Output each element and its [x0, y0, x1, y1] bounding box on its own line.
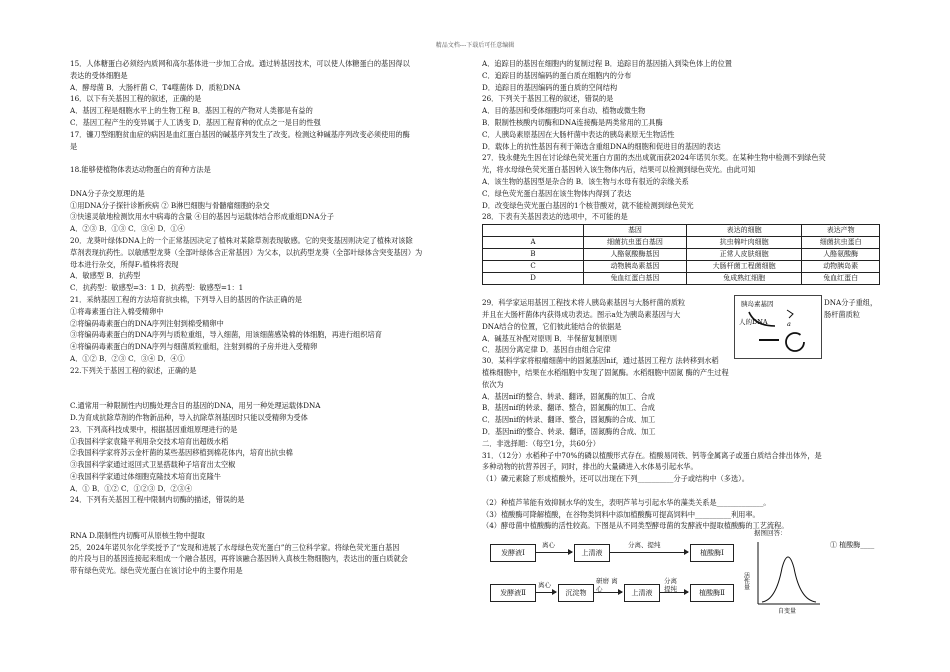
text-line: 20．龙葵叶绿体DNA上的一个正常基因决定了植株对某除草剂表现敏感。它的突变基因则决定了植株对该除: [70, 235, 413, 245]
graph-title: 据图回答：: [754, 529, 787, 538]
text-line: 母本进行杂交，所得F₁植株将表现: [70, 259, 179, 269]
table-header-cell: [483, 225, 584, 237]
right-top-questions: [482, 58, 902, 223]
table-cell: D: [483, 273, 584, 285]
answer-blank: ① 植酸酶____: [830, 541, 875, 550]
question-29-text: [482, 297, 732, 356]
text-line: A．②③ B．①③ C．③④ D．①④: [70, 224, 185, 234]
table-cell: 兔成熟红细胞: [686, 273, 802, 285]
text-line: B．限制性核酸内切酶和DNA连接酶是两类常用的工具酶: [482, 117, 663, 127]
text-line: [70, 518, 480, 530]
text-line: ③将编码毒素蛋白的DNA序列与质粒重组，导入细菌，用该细菌感染棉的体细胞，再进行组织培育: [70, 330, 382, 340]
text-line: 16．以下有关基因工程的叙述，正确的是: [70, 94, 202, 104]
text-line: D.为育成抗除草剂的作物新品种，导入抗除草剂基因时只能以受精卵为受体: [70, 412, 308, 422]
text-line: DNA分子杂交原理的是: [70, 188, 145, 198]
text-line: 25．2024年诺贝尔化学奖授予了“发现和进展了水母绿色荧光蛋白”的三位科学家。将绿色荧光蛋白基因: [70, 542, 400, 552]
text-line: 22.下列关于基因工程的叙述，正确的是: [70, 365, 197, 375]
text-line: 肠杆菌质粒: [824, 309, 860, 319]
text-line: ①用DNA分子探针诊断疾病 ② B淋巴细胞与骨髓瘤细胞的杂交: [70, 200, 270, 210]
text-line: 24．下列有关基因工程中限制内切酶的描述，错误的是: [70, 495, 245, 505]
plasmid-diagram: [735, 296, 821, 358]
flow-box-phytase-2: 植酸酶Ⅱ: [690, 584, 734, 602]
text-line: （1）磷元素除了形成植酸外，还可以出现在下列__________分子或结构中（多选）。: [482, 474, 749, 484]
text-line: C．追踪目的基因编码的蛋白质在细胞内的分布: [482, 70, 632, 80]
question-29-figure: [734, 295, 822, 359]
text-line: A．碱基互补配对原则 B．半保留复制原则: [482, 333, 617, 343]
text-line: 的片段与目的基因连接起来组成一个融合基因，再将该融合基因转入真核生物细胞内，表达出的蛋白质就会: [70, 554, 408, 564]
text-line: 草剂表现抗药性。以敏感型龙葵（全部叶绿体含正常基因）为父本，以抗药型龙葵（全部叶绿体含突变基因）为: [70, 247, 423, 257]
figure-label-human-dna: 人的DNA: [739, 318, 768, 327]
text-line: [482, 485, 902, 497]
flow-box-broth-2: 发酵液Ⅱ: [490, 584, 536, 602]
text-line: [70, 506, 480, 518]
flow-arrow-label: 离心: [538, 581, 551, 590]
text-line: DNA分子重组，: [824, 298, 878, 308]
text-line: ①我国科学家袁隆平利用杂交技术培育出超级水稻: [70, 436, 229, 446]
table-cell: 兔血红蛋白: [802, 273, 880, 285]
flow-arrow: [610, 552, 688, 553]
question-29: [482, 297, 902, 355]
text-line: A．该生物的基因型是杂合的 B．该生物与水母有很近的亲缘关系: [482, 176, 689, 186]
text-line: 28．下表有关基因表达的选项中，不可能的是: [482, 212, 628, 222]
enzyme-process-flowchart: [482, 529, 902, 616]
question-28-table: [482, 224, 880, 285]
table-cell: 人酪氨酸酶: [802, 249, 880, 261]
text-line: 表达的受体细胞是: [70, 70, 128, 80]
text-line: 是: [70, 141, 78, 151]
text-line: A．① B．①② C．①②③ D．②③④: [70, 483, 193, 493]
text-line: 二．非选择题：（每空1分，共60分）: [482, 438, 600, 448]
text-line: A．追踪目的基因在细胞内的复制过程 B．追踪目的基因插入到染色体上的位置: [482, 59, 732, 68]
page-header: 精品文档---下载后可任意编辑: [435, 42, 515, 49]
text-line: A．敏感型 B．抗药型: [70, 271, 141, 281]
text-line: D．基因nif的整合、转录、翻译，固氮酶的合成、加工: [482, 426, 656, 436]
text-line: ③快速灵敏地检测饮用水中病毒的含量 ④目的基因与运载体结合形成重组DNA分子: [70, 212, 334, 222]
table-cell: C: [483, 261, 584, 273]
table-cell: A: [483, 237, 584, 249]
text-line: 21．采纳基因工程的方法培育抗虫棉，下列导入目的基因的作法正确的是: [70, 294, 302, 304]
text-line: [70, 388, 480, 400]
text-line: ④我国科学家通过体细胞克隆技术培育出克隆牛: [70, 471, 221, 481]
table-cell: 正常人皮肤细胞: [686, 249, 802, 261]
text-line: A．①② B．②③ C．③④ D．④①: [70, 353, 185, 363]
text-line: 带有绿色荧光。绿色荧光蛋白在该讨论中的主要作用是: [70, 566, 243, 576]
text-line: C．抗药型：敏感型=3：1 D．抗药型：敏感型=1：1: [70, 283, 244, 293]
activity-curve-graph: [744, 538, 824, 614]
table-cell: 细菌抗虫蛋白: [802, 237, 880, 249]
text-line: 15．人体糖蛋白必须经内质网和高尔基体进一步加工合成。通过转基因技术，可以使人体糖蛋白的基因得以: [70, 59, 410, 68]
right-mid-questions: [482, 355, 902, 532]
text-line: 26．下列关于基因工程的叙述，错误的是: [482, 94, 614, 104]
table-row: [483, 249, 880, 261]
table-cell: 动物胰岛素基因: [584, 261, 687, 273]
table-header-row: [483, 225, 880, 237]
flow-box-supernatant-2: 上清液: [624, 584, 660, 602]
spacer: [482, 288, 902, 297]
figure-label-a: a: [787, 320, 791, 329]
text-line: A．目的基因和受体细胞均可来自动、植物或微生物: [482, 106, 646, 116]
text-line: 植株细胞中，结果在水稻细胞中发现了固氮酶。水稻细胞中固氮 酶的产生过程: [482, 367, 729, 377]
text-line: ②将编码毒素蛋白的DNA序列注射到棉受精卵中: [70, 318, 224, 328]
table-cell: 抗虫棉叶肉细胞: [686, 237, 802, 249]
flow-box-phytase-1: 植酸酶Ⅰ: [690, 544, 734, 562]
table-header-cell: 表达产物: [802, 225, 880, 237]
text-line: D．载体上的抗性基因有利于筛选含重组DNA的细胞和促进目的基因的表达: [482, 141, 721, 151]
text-line: A．基因nif的整合、转录、翻译，固氮酶的加工、合成: [482, 391, 655, 401]
figure-label-insulin-gene: 胰岛素基因: [741, 300, 774, 309]
flow-box-broth-1: 发酵液Ⅰ: [490, 544, 536, 562]
text-line: [70, 152, 480, 164]
text-line: 依次为: [482, 379, 504, 389]
text-line: ②我国科学家将苏云金杆菌的某些基因移植到棉花体内，培育出抗虫棉: [70, 448, 293, 458]
graph-y-label: 活性量: [742, 572, 750, 591]
text-line: （2）种植芦苇能有效抑制水华的发生，表明芦苇与引起水华的藻类关系是_____________。: [482, 497, 771, 507]
table-cell: 人酪氨酸酶基因: [584, 249, 687, 261]
graph-x-label: 自变量: [778, 608, 797, 616]
flow-arrow-label: 研磨 离心: [596, 577, 618, 594]
table-cell: 动物胰岛素: [802, 261, 880, 273]
text-line: （3）植酸酶可降解植酸，在谷物类饲料中添加植酸酶可提高饲料中__________利用率。: [482, 509, 760, 519]
text-line: B．基因nif的转录、翻译、整合，固氮酶的加工、合成: [482, 403, 655, 413]
table-cell: 细菌抗虫蛋白基因: [584, 237, 687, 249]
flow-box-supernatant-1: 上清液: [574, 544, 610, 562]
text-line: 17．镰刀型细胞贫血症的病因是血红蛋白基因的碱基序列发生了改变。检测这种碱基序列改变必须使用的酶: [70, 129, 410, 139]
text-line: DNA结合的位置，它们彼此能结合的依据是: [482, 321, 622, 331]
text-line: 27．钱永健先生因在讨论绿色荧光蛋白方面的杰出成就而获2024年诺贝尔奖。在某种生物中检测不到绿色荧: [482, 153, 826, 163]
text-line: [70, 377, 480, 389]
flow-arrow: [536, 592, 556, 593]
text-line: 多种动物的抗营养因子，同时，排出的大量磷进入水体易引起水华。: [482, 462, 698, 472]
text-line: （4）酵母菌中植酸酶的活性较高。下图是从不同类型酵母菌的发酵液中提取植酸酶的工艺流程。: [482, 521, 789, 531]
left-column: [70, 58, 480, 577]
table-header-cell: 基因: [584, 225, 687, 237]
table-row: [483, 273, 880, 285]
flow-arrow-label: 分离 提纯: [664, 577, 677, 594]
text-line: ①将毒素蛋白注入棉受精卵中: [70, 306, 164, 316]
table-cell: B: [483, 249, 584, 261]
text-line: C．人胰岛素原基因在大肠杆菌中表达的胰岛素原无生物活性: [482, 129, 675, 139]
table-cell: 大肠杆菌工程菌细胞: [686, 261, 802, 273]
flow-arrow-label: 离心: [542, 541, 555, 550]
plasmid-icon: [786, 333, 804, 351]
flow-box-sediment: 沉淀物: [558, 584, 594, 602]
text-line: [70, 176, 480, 188]
flow-arrow-label: 分离、提纯: [628, 541, 661, 550]
question-29-text-right: [824, 297, 904, 321]
table-row: [483, 261, 880, 273]
text-line: ④将编码毒素蛋白的DNA序列与细菌质粒重组，注射到棉的子房并进入受精卵: [70, 342, 318, 352]
text-line: C.通常用一种限制性内切酶处理含目的基因的DNA，用另一种处理运载体DNA: [70, 401, 321, 411]
arrow-icon: [787, 310, 793, 318]
text-line: 23．下列高科技成果中，根据基因重组原理进行的是: [70, 424, 238, 434]
text-line: C．基因分离定律 D．基因自由组合定律: [482, 345, 611, 355]
text-line: D．追踪目的基因编码的蛋白质的空间结构: [482, 82, 618, 92]
graph-curve: [762, 557, 816, 602]
text-line: 31．（12分）水稻种子中70%的磷以植酸形式存在。植酸易同铁、钙等金属离子或蛋白质结合排出体外，是: [482, 450, 822, 460]
text-line: 30．某科学家将根瘤细菌中的固氮基因nif，通过基因工程方 法转移到水稻: [482, 356, 719, 366]
text-line: C．基因工程产生的变异属于人工诱变 D．基因工程育种的优点之一是目的性强: [70, 117, 321, 127]
text-line: ③我国科学家通过返回式卫星搭载种子培育出太空椒: [70, 460, 236, 470]
right-column: [482, 58, 902, 614]
text-line: 并且在大肠杆菌体内获得成功表达。图示a处为胰岛素基因与大: [482, 309, 681, 319]
table-cell: 兔血红蛋白基因: [584, 273, 687, 285]
text-line: D．改变绿色荧光蛋白基因的1个核苷酸对，就不能检测到绿色荧光: [482, 200, 694, 210]
text-line: 29．科学家运用基因工程技术将人胰岛素基因与大肠杆菌的质粒: [482, 298, 686, 308]
text-line: 18.能够使植物体表达动物蛋白的育种方法是: [70, 165, 211, 175]
flow-arrow: [536, 552, 572, 553]
table-header-cell: 表达的细胞: [686, 225, 802, 237]
text-line: A．酵母菌 B．大肠杆菌 C．T4噬菌体 D．质粒DNA: [70, 82, 241, 92]
text-line: RNA D.限制性内切酶可从原核生物中提取: [70, 530, 205, 540]
text-line: A．基因工程是细胞水平上的生物工程 B．基因工程的产物对人类都是有益的: [70, 106, 313, 116]
text-line: C．基因nif的转录、翻译、整合，固氮酶的合成、加工: [482, 415, 656, 425]
table-row: [483, 237, 880, 249]
text-line: 光，将水母绿色荧光蛋白基因转入该生物体内后，结果可以检测到绿色荧光。由此可知: [482, 165, 756, 175]
text-line: C．绿色荧光蛋白基因在该生物体内得到了表达: [482, 188, 632, 198]
